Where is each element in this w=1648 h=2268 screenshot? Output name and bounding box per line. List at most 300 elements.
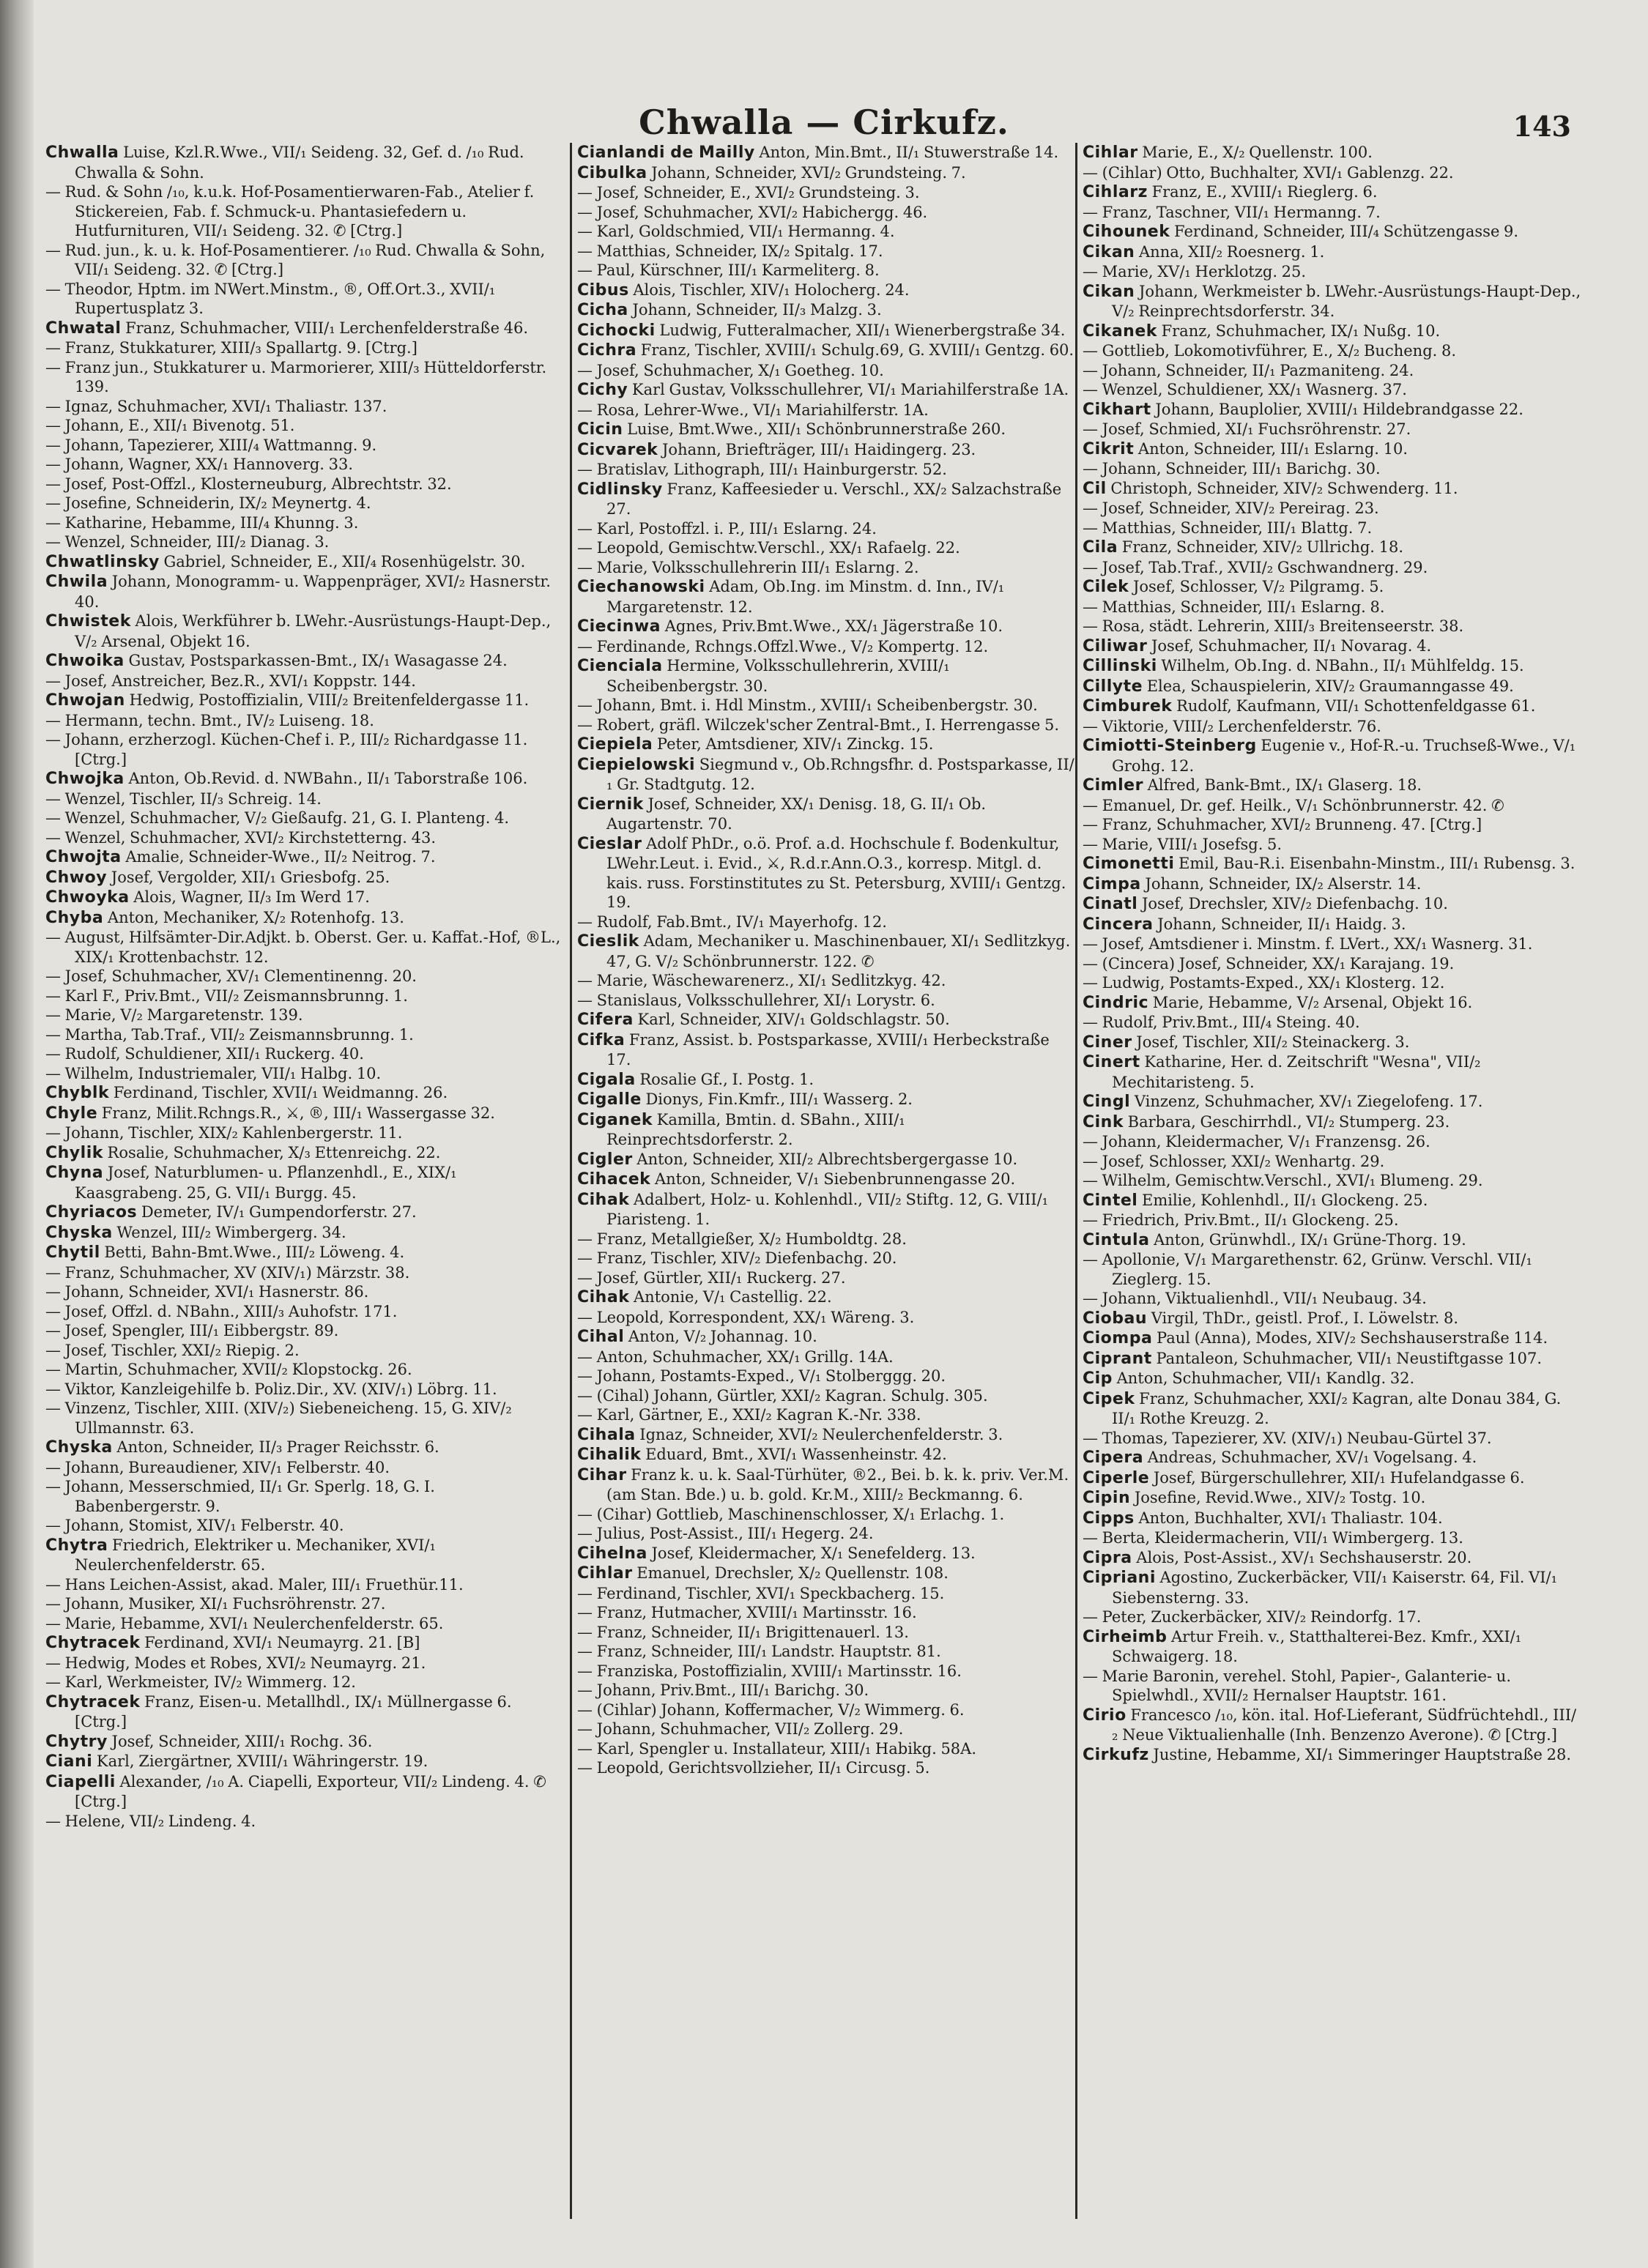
entry-details: — Friedrich, Priv.Bmt., II/₁ Glockeng. 25. <box>1083 1211 1399 1229</box>
directory-entry <box>1083 1230 1582 1251</box>
directory-entry <box>1083 1389 1582 1429</box>
entry-surname: Cihlar <box>1083 144 1138 162</box>
directory-entry <box>45 691 562 711</box>
entry-surname: Chwojta <box>45 848 122 866</box>
entry-details: — Rosa, Lehrer-Wwe., VI/₁ Mariahilferstr. 1A. <box>577 401 929 419</box>
directory-entry <box>45 730 562 769</box>
directory-entry <box>577 1425 1075 1446</box>
entry-details: — Josef, Tischler, XXI/₂ Riepig. 2. <box>45 1341 300 1359</box>
directory-entry <box>45 1202 562 1223</box>
directory-entry <box>45 611 562 651</box>
entry-surname: Chytil <box>45 1243 100 1262</box>
directory-entry <box>45 711 562 731</box>
entry-surname: Ciapelli <box>45 1772 116 1791</box>
directory-entry <box>577 1150 1075 1170</box>
entry-details: — Matthias, Schneider, III/₁ Blattg. 7. <box>1083 518 1373 537</box>
entry-details: Johann, Schneider, II/₃ Malzg. 3. <box>628 301 882 319</box>
directory-entry <box>577 577 1075 617</box>
entry-details: — Anton, Schuhmacher, XX/₁ Grillg. 14A. <box>577 1347 894 1366</box>
entry-details: Anton, Mechaniker, X/₂ Rotenhofg. 13. <box>103 908 404 926</box>
directory-entry <box>1083 1112 1582 1133</box>
entry-details: Alfred, Bank-Bmt., IX/₁ Glaserg. 18. <box>1143 776 1422 794</box>
directory-entry <box>1083 341 1582 361</box>
entry-details: Justine, Hebamme, XI/₁ Simmeringer Hauptstraße 28. <box>1148 1745 1572 1763</box>
entry-details: Ferdinand, Schneider, III/₄ Schützengasse 9. <box>1170 223 1519 240</box>
entry-details: Eugenie v., Hof-R.-u. Truchseß-Wwe., V/₁ Grohg. 12. <box>1112 737 1576 775</box>
directory-entry <box>45 1536 562 1575</box>
directory-entry <box>1083 636 1582 657</box>
directory-entry <box>577 163 1075 184</box>
entry-details: Franz k. u. k. Saal-Türhüter, ®2., Bei. b. k. k. priv. Ver.M. (am Stan. Bde.) u. b. gold. Kr.M., XIII/₂ Beckmanng. 6. <box>606 1465 1069 1503</box>
directory-entry <box>45 1575 562 1595</box>
entry-surname: Cihak <box>577 1190 630 1209</box>
entry-details: Alois, Wagner, II/₃ Im Werd 17. <box>129 888 370 906</box>
entry-details: — Marie, Wäschewarenerz., XI/₁ Sedlitzkyg. 42. <box>577 972 946 989</box>
entry-details: — Marie, Volksschullehrerin III/₁ Eslarng. 2. <box>577 558 919 576</box>
entry-surname: Cimler <box>1083 776 1143 795</box>
entry-details: — Marie, XV/₁ Herklotzg. 25. <box>1083 263 1307 280</box>
entry-details: Josef, Naturblumen- u. Pflanzenhdl., E., XIX/₁ Kaasgrabeng. 25, G. VII/₁ Burgg. 45. <box>75 1164 457 1202</box>
entry-surname: Cingl <box>1083 1093 1131 1111</box>
directory-entry <box>1083 499 1582 518</box>
directory-entry <box>1083 1349 1582 1369</box>
entry-details: — Johann, Tapezierer, XIII/₄ Wattmanng. 9. <box>45 436 377 454</box>
directory-entry <box>577 1030 1075 1070</box>
entry-surname: Cillinski <box>1083 657 1157 675</box>
entry-details: — Hans Leichen-Assist, akad. Maler, III/₁ Fruethür.11. <box>45 1575 464 1594</box>
entry-details: — Karl, Werkmeister, IV/₂ Wimmerg. 12. <box>45 1673 356 1691</box>
directory-entry <box>1083 717 1582 737</box>
directory-entry <box>45 552 562 573</box>
entry-surname: Cila <box>1083 538 1118 557</box>
entry-surname: Cihelna <box>577 1544 647 1563</box>
entry-details: — Franz jun., Stukkaturer u. Marmorierer, XIII/₃ Hütteldorferstr. 139. <box>45 358 547 395</box>
entry-surname: Chytracek <box>45 1634 141 1652</box>
entry-details: — Johann, Schneider, III/₁ Barichg. 30. <box>1083 460 1381 477</box>
entry-details: Karl, Schneider, XIV/₁ Goldschlagstr. 50. <box>633 1011 950 1028</box>
entry-details: — Ludwig, Postamts-Exped., XX/₁ Klosterg. 12. <box>1083 974 1445 992</box>
entry-details: Franz, Milit.Rchngs.R., ⚔, ®, III/₁ Wassergasse 32. <box>97 1104 495 1122</box>
entry-details: Antonie, V/₁ Castellig. 22. <box>629 1288 832 1306</box>
directory-entry <box>577 715 1075 735</box>
entry-details: — Karl, Spengler u. Installateur, XIII/₁ Habikg. 58A. <box>577 1739 977 1758</box>
entry-details: — Helene, VII/₂ Lindeng. 4. <box>45 1812 256 1830</box>
directory-entry <box>45 1692 562 1732</box>
entry-details: — Bratislav, Lithograph, III/₁ Hainburgerstr. 52. <box>577 461 947 478</box>
directory-entry <box>1083 1171 1582 1191</box>
entry-details: Adalbert, Holz- u. Kohlenhdl., VII/₂ Stiftg. 12, G. VIII/₁ Piaristeng. 1. <box>606 1190 1049 1228</box>
entry-details: Dionys, Fin.Kmfr., III/₁ Wasserg. 2. <box>641 1090 913 1108</box>
directory-entry <box>577 280 1075 301</box>
directory-entry <box>1083 854 1582 874</box>
directory-entry <box>577 242 1075 261</box>
directory-entry <box>1083 143 1582 163</box>
entry-details: Ludwig, Futteralmacher, XII/₁ Wienerbergstraße 34. <box>655 321 1066 339</box>
entry-details: — Franz, Schneider, II/₁ Brigittenauerl. 13. <box>577 1623 909 1641</box>
directory-entry <box>1083 262 1582 282</box>
entry-details: — Berta, Kleidermacherin, VII/₁ Wimbergerg. 13. <box>1083 1529 1463 1547</box>
directory-entry <box>45 1123 562 1143</box>
directory-entry <box>577 380 1075 401</box>
entry-details: — Viktor, Kanzleigehilfe b. Poliz.Dir., XV. (XIV/₁) Löbrg. 11. <box>45 1380 497 1398</box>
entry-surname: Cicha <box>577 301 628 319</box>
entry-details: — Josef, Schneider, XIV/₂ Pereirag. 23. <box>1083 499 1379 517</box>
directory-entry <box>1083 439 1582 460</box>
directory-entry <box>1083 321 1582 342</box>
entry-surname: Cihlar <box>577 1564 633 1583</box>
directory-entry <box>577 261 1075 280</box>
directory-entry <box>45 1223 562 1243</box>
directory-entry <box>1083 1191 1582 1211</box>
entry-details: — Matthias, Schneider, IX/₂ Spitalg. 17. <box>577 242 883 260</box>
directory-entry <box>577 617 1075 637</box>
column-divider <box>570 143 572 2219</box>
entry-details: Johann, Schneider, II/₁ Haidg. 3. <box>1153 915 1406 933</box>
directory-entry <box>577 795 1075 834</box>
directory-entry <box>577 971 1075 991</box>
entry-details: Josef, Schuhmacher, II/₁ Novarag. 4. <box>1147 636 1432 655</box>
entry-surname: Cidlinsky <box>577 480 663 499</box>
directory-entry <box>1083 915 1582 935</box>
entry-details: — Johann, Bureaudiener, XIV/₁ Felberstr. 40. <box>45 1458 390 1476</box>
directory-entry <box>577 460 1075 480</box>
directory-column-1 <box>45 143 562 2252</box>
directory-entry <box>45 1083 562 1104</box>
entry-details: — Johann, Tischler, XIX/₂ Kahlenbergerstr. 11. <box>45 1124 403 1142</box>
column-divider <box>1075 143 1077 2219</box>
entry-surname: Cichra <box>577 341 637 360</box>
entry-details: Francesco ∕₁₀, kön. ital. Hof-Lieferant, Südfrüchtehdl., III/₂ Neue Viktualienhalle (Inh. Benzenzo Averone). ✆ [Ctrg.] <box>1112 1706 1577 1744</box>
directory-entry <box>45 143 562 182</box>
directory-entry <box>45 1477 562 1516</box>
entry-details: — Josef, Post-Offzl., Klosterneuburg, Albrechtstr. 32. <box>45 475 452 493</box>
directory-entry <box>577 420 1075 440</box>
directory-entry <box>1083 696 1582 717</box>
directory-entry <box>45 455 562 475</box>
directory-entry <box>45 888 562 908</box>
directory-entry <box>1083 1607 1582 1627</box>
entry-details: — Marie, V/₂ Margaretenstr. 139. <box>45 1006 303 1024</box>
entry-surname: Cikan <box>1083 242 1135 261</box>
entry-surname: Chyblk <box>45 1084 110 1102</box>
directory-entry <box>1083 736 1582 776</box>
entry-details: — Franz, Stukkaturer, XIII/₃ Spallartg. 9. [Ctrg.] <box>45 339 417 357</box>
entry-surname: Cipps <box>1083 1509 1135 1528</box>
directory-entry <box>577 401 1075 420</box>
entry-details: — Rud. jun., k. u. k. Hof-Posamentierer. ∕₁₀ Rud. Chwalla & Sohn, VII/₁ Seideng. 32. ✆ [Ctrg.] <box>45 241 546 278</box>
entry-surname: Cikan <box>1083 282 1135 301</box>
directory-entry <box>577 637 1075 657</box>
directory-entry <box>577 1642 1075 1662</box>
directory-entry <box>1083 598 1582 617</box>
entry-surname: Cipek <box>1083 1389 1135 1408</box>
directory-entry <box>577 1070 1075 1090</box>
directory-column-3 <box>1083 143 1582 2252</box>
entry-details: Alexander, ∕₁₀ A. Ciapelli, Exporteur, VII/₂ Lindeng. 4. ✆ [Ctrg.] <box>75 1772 546 1810</box>
entry-surname: Ciprant <box>1083 1349 1152 1368</box>
directory-entry <box>45 358 562 397</box>
entry-details: Anton, Grünwhdl., IX/₁ Grüne-Thorg. 19. <box>1149 1230 1466 1249</box>
entry-details: — Josef, Schlosser, XXI/₂ Wenhartg. 29. <box>1083 1152 1385 1170</box>
entry-surname: Ciani <box>45 1752 93 1771</box>
entry-surname: Chyska <box>45 1223 113 1242</box>
entry-details: — Apollonie, V/₁ Margarethenstr. 62, Grünw. Verschl. VII/₁ Zieglerg. 15. <box>1083 1251 1532 1288</box>
directory-entry <box>1083 1528 1582 1548</box>
directory-entry <box>1083 400 1582 420</box>
entry-surname: Cifka <box>577 1030 626 1049</box>
directory-entry <box>45 1732 562 1752</box>
entry-details: — Josef, Schmied, XI/₁ Fuchsröhrenstr. 27. <box>1083 420 1411 438</box>
entry-details: Pantaleon, Schuhmacher, VII/₁ Neustiftgasse 107. <box>1151 1349 1543 1367</box>
entry-surname: Cinatl <box>1083 895 1138 913</box>
directory-entry <box>45 986 562 1006</box>
entry-surname: Cintula <box>1083 1230 1150 1249</box>
directory-entry <box>1083 163 1582 183</box>
directory-entry <box>45 672 562 691</box>
directory-entry <box>577 1681 1075 1700</box>
entry-details: — Johann, Viktualienhdl., VII/₁ Neubaug. 34. <box>1083 1290 1427 1307</box>
directory-entry <box>45 769 562 789</box>
entry-details: — Johann, Musiker, XI/₁ Fuchsröhrenstr. 27. <box>45 1595 386 1613</box>
entry-details: — (Cihlar) Johann, Koffermacher, V/₂ Wimmerg. 6. <box>577 1700 965 1719</box>
directory-entry <box>577 1524 1075 1544</box>
entry-surname: Cimpa <box>1083 874 1141 893</box>
directory-entry <box>1083 479 1582 499</box>
directory-entry <box>45 868 562 888</box>
directory-entry <box>577 912 1075 932</box>
directory-entry <box>1083 815 1582 835</box>
entry-surname: Cihak <box>577 1288 630 1306</box>
entry-surname: Chwojan <box>45 691 125 710</box>
entry-details: Josef, Drechsler, XIV/₂ Diefenbachg. 10. <box>1137 895 1448 912</box>
directory-entry <box>577 1170 1075 1190</box>
entry-details: — Rosa, städt. Lehrerin, XIII/₃ Breitenseerstr. 38. <box>1083 617 1464 635</box>
entry-surname: Cicin <box>577 420 623 439</box>
entry-details: Franz, Schuhmacher, XXI/₂ Kagran, alte Donau 384, G. II/₁ Rothe Kreuzg. 2. <box>1112 1389 1562 1427</box>
entry-details: Anton, Buchhalter, XVI/₁ Thaliastr. 104. <box>1134 1509 1443 1527</box>
entry-surname: Cil <box>1083 479 1107 498</box>
directory-entry <box>577 1308 1075 1328</box>
directory-entry <box>45 1654 562 1673</box>
entry-details: Betti, Bahn-Bmt.Wwe., III/₂ Löweng. 4. <box>100 1243 405 1261</box>
directory-entry <box>577 696 1075 715</box>
directory-entry <box>45 651 562 672</box>
entry-surname: Chwatal <box>45 319 122 338</box>
entry-details: — Wenzel, Schuldiener, XX/₁ Wasnerg. 37. <box>1083 381 1407 398</box>
entry-surname: Cimiotti-Steinberg <box>1083 737 1257 755</box>
directory-entry <box>45 908 562 929</box>
directory-entry <box>1083 1548 1582 1569</box>
entry-details: Kamilla, Bmtin. d. SBahn., XIII/₁ Reinprechtsdorferstr. 2. <box>606 1110 905 1148</box>
directory-entry <box>577 222 1075 242</box>
entry-surname: Chwila <box>45 573 108 591</box>
entry-details: Luise, Bmt.Wwe., XII/₁ Schönbrunnerstraße 260. <box>623 420 1006 438</box>
entry-details: — Franz, Schuhmacher, XV (XIV/₁) Märzstr. 38. <box>45 1263 410 1282</box>
entry-details: — Ignaz, Schuhmacher, XVI/₁ Thaliastr. 137. <box>45 397 387 415</box>
directory-entry <box>577 1010 1075 1030</box>
directory-entry <box>577 1719 1075 1739</box>
entry-details: Anton, Schneider, II/₃ Prager Reichsstr. 6. <box>112 1438 439 1456</box>
entry-details: Josefine, Revid.Wwe., XIV/₂ Tostg. 10. <box>1130 1489 1426 1506</box>
directory-entry <box>45 532 562 552</box>
entry-details: — Vinzenz, Tischler, XIII. (XIV/₂) Siebeneicheng. 15, G. XIV/₂ Ullmannstr. 63. <box>45 1399 512 1437</box>
directory-entry <box>1083 1033 1582 1053</box>
entry-surname: Cintel <box>1083 1191 1138 1210</box>
directory-entry <box>45 789 562 809</box>
entry-details: Amalie, Schneider-Wwe., II/₂ Neitrog. 7. <box>121 848 436 866</box>
entry-details: — Rudolf, Fab.Bmt., IV/₁ Mayerhofg. 12. <box>577 912 887 931</box>
entry-details: — Ferdinande, Rchngs.Offzl.Wwe., V/₂ Kompertg. 12. <box>577 637 989 655</box>
directory-entry <box>577 183 1075 203</box>
directory-entry <box>1083 1468 1582 1489</box>
entry-details: — (Cihal) Johann, Gürtler, XXI/₂ Kagran. Schulg. 305. <box>577 1386 988 1405</box>
directory-entry <box>45 416 562 436</box>
entry-details: — Franz, Taschner, VII/₁ Hermanng. 7. <box>1083 203 1381 221</box>
directory-entry <box>577 558 1075 578</box>
entry-surname: Chyle <box>45 1104 98 1123</box>
entry-details: — Wilhelm, Industriemaler, VII/₁ Halbg. 10. <box>45 1064 382 1082</box>
directory-entry <box>577 1287 1075 1308</box>
directory-entry <box>45 1104 562 1124</box>
directory-entry <box>577 1662 1075 1681</box>
directory-entry <box>577 1603 1075 1623</box>
directory-entry <box>45 280 562 319</box>
entry-surname: Cigalle <box>577 1090 642 1109</box>
entry-details: — Marie, VIII/₁ Josefsg. 5. <box>1083 835 1283 853</box>
entry-surname: Cieslar <box>577 834 642 853</box>
entry-surname: Ciobau <box>1083 1309 1148 1328</box>
directory-entry <box>45 338 562 358</box>
directory-entry <box>1083 1429 1582 1449</box>
entry-surname: Cikanek <box>1083 321 1157 341</box>
entry-details: Franz, E., XVIII/₁ Rieglerg. 6. <box>1147 183 1378 201</box>
directory-entry <box>577 1505 1075 1525</box>
directory-entry <box>1083 1369 1582 1389</box>
entry-surname: Ciecinwa <box>577 617 661 636</box>
entry-details: Marie, E., X/₂ Quellenstr. 100. <box>1137 144 1373 161</box>
directory-entry <box>45 436 562 456</box>
directory-entry <box>1083 222 1582 242</box>
directory-entry <box>577 1465 1075 1505</box>
directory-entry <box>1083 282 1582 321</box>
entry-details: — Josef, Schuhmacher, XV/₁ Clementinenng. 20. <box>45 967 417 985</box>
directory-entry <box>1083 459 1582 479</box>
entry-details: — Franz, Metallgießer, X/₂ Humboldtg. 28. <box>577 1230 907 1248</box>
directory-entry <box>577 755 1075 795</box>
entry-surname: Chyna <box>45 1164 104 1182</box>
entry-details: Josef, Tischler, XII/₂ Steinackerg. 3. <box>1132 1033 1410 1051</box>
entry-details: Johann, Briefträger, III/₁ Haidingerg. 23. <box>658 440 976 458</box>
directory-entry <box>45 1380 562 1399</box>
entry-surname: Cipera <box>1083 1449 1144 1467</box>
entry-surname: Cicvarek <box>577 440 658 459</box>
entry-surname: Chyriacos <box>45 1203 138 1222</box>
entry-details: Peter, Amtsdiener, XIV/₁ Zinckg. 15. <box>653 735 934 753</box>
directory-entry <box>577 1544 1075 1564</box>
directory-entry <box>577 538 1075 558</box>
entry-details: — Josefine, Schneiderin, IX/₂ Meynertg. 4. <box>45 494 371 512</box>
entry-surname: Ciompa <box>1083 1329 1153 1347</box>
entry-details: Alois, Werkführer b. LWehr.-Ausrüstungs-Haupt-Dep., V/₂ Arsenal, Objekt 16. <box>75 612 552 650</box>
directory-entry <box>577 991 1075 1011</box>
directory-entry <box>577 1758 1075 1778</box>
entry-details: Adolf PhDr., o.ö. Prof. a.d. Hochschule f. Bodenkultur, LWehr.Leut. i. Evid., ⚔, R.d.r.Ann.O.3., korresp. Mitgl. d. kais. russ. Forstinstitutes zu St. Petersburg, XVIII/₁ Gentzg. 19. <box>606 834 1066 911</box>
entry-details: — Leopold, Gemischtw.Verschl., XX/₁ Rafaelg. 22. <box>577 539 960 557</box>
entry-details: Katharine, Her. d. Zeitschrift "Wesna", VII/₂ Mechitaristeng. 5. <box>1112 1053 1481 1091</box>
directory-entry <box>1083 954 1582 974</box>
entry-details: — Johann, Kleidermacher, V/₁ Franzensg. 26. <box>1083 1133 1430 1150</box>
directory-entry <box>1083 677 1582 697</box>
directory-entry <box>45 241 562 280</box>
entry-surname: Cihlarz <box>1083 183 1148 201</box>
entry-surname: Cifera <box>577 1011 634 1029</box>
entry-details: — Viktorie, VIII/₂ Lerchenfelderstr. 76. <box>1083 717 1381 735</box>
directory-entry <box>45 1399 562 1438</box>
directory-entry <box>45 1772 562 1812</box>
entry-surname: Ciperle <box>1083 1468 1150 1487</box>
entry-details: — Hermann, techn. Bmt., IV/₂ Luiseng. 18. <box>45 711 374 729</box>
entry-details: Rosalie Gf., I. Postg. 1. <box>635 1070 814 1088</box>
directory-entry <box>577 1584 1075 1604</box>
entry-details: Alois, Tischler, XIV/₁ Holocherg. 24. <box>628 280 910 299</box>
entry-surname: Chytry <box>45 1732 108 1751</box>
entry-surname: Cimburek <box>1083 697 1173 715</box>
entry-details: Josef, Kleidermacher, X/₁ Senefelderg. 13. <box>647 1544 976 1562</box>
entry-surname: Cichocki <box>577 321 656 340</box>
directory-entry <box>577 519 1075 539</box>
entry-surname: Ciliwar <box>1083 636 1148 655</box>
entry-details: — Franziska, Postoffizialin, XVIII/₁ Martinsstr. 16. <box>577 1662 962 1680</box>
entry-surname: Cigler <box>577 1150 633 1169</box>
entry-surname: Ciernik <box>577 795 644 814</box>
entry-surname: Cihalik <box>577 1446 642 1464</box>
entry-details: — Julius, Post-Assist., III/₁ Hegerg. 24. <box>577 1525 874 1542</box>
entry-surname: Chytra <box>45 1536 108 1555</box>
entry-surname: Cindric <box>1083 993 1149 1012</box>
entry-details: Demeter, IV/₁ Gumpendorferstr. 27. <box>137 1203 417 1221</box>
entry-details: — Franz, Hutmacher, XVIII/₁ Martinsstr. 16. <box>577 1604 917 1621</box>
entry-details: Josef, Bürgerschullehrer, XII/₁ Hufelandgasse 6. <box>1149 1468 1525 1487</box>
entry-details: Johann, Werkmeister b. LWehr.-Ausrüstungs-Haupt-Dep., V/₂ Reinprechtsdorferstr. 34. <box>1112 282 1581 320</box>
entry-details: — Karl, Goldschmied, VII/₁ Hermanng. 4. <box>577 223 895 240</box>
entry-surname: Cihala <box>577 1425 636 1444</box>
directory-entry <box>1083 1309 1582 1329</box>
directory-entry <box>1083 874 1582 895</box>
entry-details: Wilhelm, Ob.Ing. d. NBahn., II/₁ Mühlfeldg. 15. <box>1157 657 1524 674</box>
entry-surname: Ciner <box>1083 1033 1132 1052</box>
entry-surname: Cianlandi de Mailly <box>577 144 755 162</box>
directory-entry <box>1083 380 1582 400</box>
directory-entry <box>577 440 1075 461</box>
entry-details: Agnes, Priv.Bmt.Wwe., XX/₁ Jägerstraße 10. <box>661 617 1003 635</box>
entry-surname: Cirkufz <box>1083 1745 1149 1764</box>
directory-entry <box>45 319 562 339</box>
entry-details: Gustav, Postsparkassen-Bmt., IX/₁ Wasagasse 24. <box>124 652 508 669</box>
entry-details: — Stanislaus, Volksschullehrer, XI/₁ Lorystr. 6. <box>577 991 935 1009</box>
directory-entry <box>45 1633 562 1654</box>
entry-details: — Josef, Offzl. d. NBahn., XIII/₃ Auhofstr. 171. <box>45 1302 398 1320</box>
entry-details: — Wilhelm, Gemischtw.Verschl., XVI/₁ Blumeng. 29. <box>1083 1172 1483 1189</box>
directory-entry <box>577 321 1075 341</box>
entry-details: — (Cincera) Josef, Schneider, XX/₁ Karajang. 19. <box>1083 954 1455 973</box>
entry-details: Hedwig, Postoffizialin, VIII/₂ Breitenfeldergasse 11. <box>125 691 530 709</box>
directory-entry <box>45 1752 562 1772</box>
directory-entry <box>577 1623 1075 1643</box>
directory-entry <box>1083 1250 1582 1289</box>
directory-entry <box>1083 577 1582 598</box>
directory-entry <box>45 1243 562 1263</box>
entry-surname: Chwojka <box>45 770 125 788</box>
